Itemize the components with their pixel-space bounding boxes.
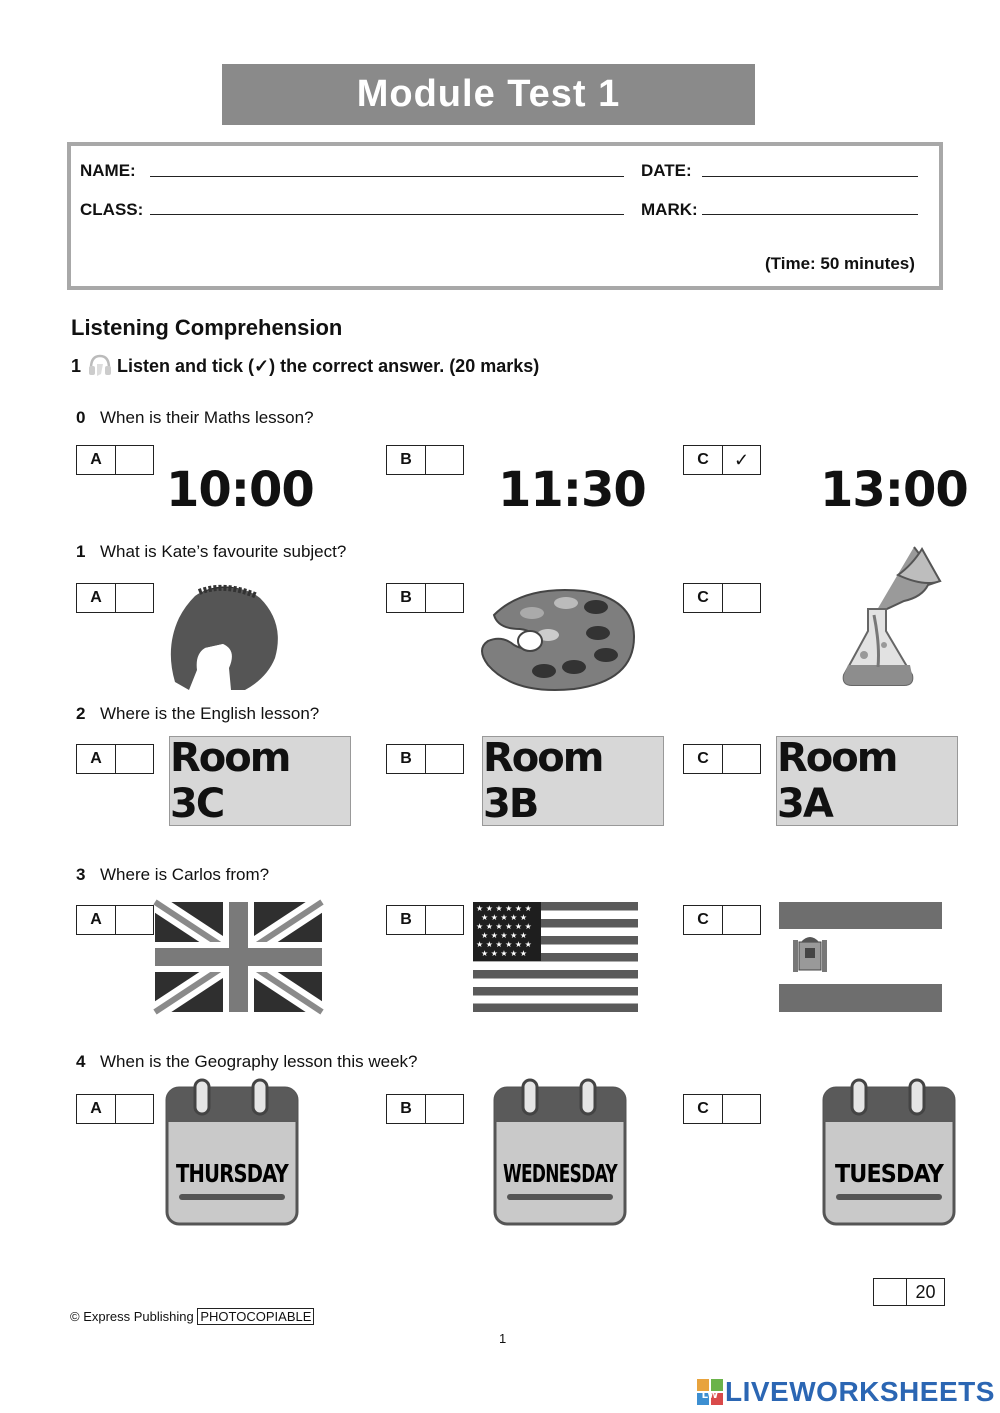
room-sign — [482, 736, 664, 826]
option-letter: B — [387, 584, 426, 612]
answer-box-4b[interactable] — [386, 1094, 464, 1124]
palette-icon — [474, 585, 636, 693]
date-field[interactable] — [702, 176, 918, 177]
question-text: When is the Geography lesson this week? — [100, 1052, 418, 1071]
answer-box-0c[interactable] — [683, 445, 761, 475]
svg-text:★ ★ ★ ★ ★ ★: ★ ★ ★ ★ ★ ★ — [476, 904, 532, 913]
instruction-number: 1 — [71, 355, 82, 376]
tick-cell[interactable] — [723, 584, 760, 612]
question-number: 4 — [76, 1052, 86, 1071]
clock-time: 11:30 — [498, 462, 646, 518]
svg-text:★ ★ ★ ★ ★: ★ ★ ★ ★ ★ — [481, 931, 528, 940]
question-0 — [76, 408, 314, 428]
logo-text: LW — [701, 1390, 719, 1401]
calendar-icon — [165, 1078, 299, 1226]
calendar-icon — [822, 1078, 956, 1226]
option-letter: C — [684, 1095, 723, 1123]
option-letter: C — [684, 745, 723, 773]
room-sign — [776, 736, 958, 826]
weekday-label: TUESDAY — [835, 1159, 945, 1188]
option-letter: A — [77, 745, 116, 773]
score-input[interactable] — [874, 1279, 907, 1305]
svg-text:★ ★ ★ ★ ★ ★: ★ ★ ★ ★ ★ ★ — [476, 940, 532, 949]
helmet-icon — [165, 578, 285, 696]
mark-field[interactable] — [702, 214, 918, 215]
question-text: What is Kate’s favourite subject? — [100, 542, 347, 561]
date-label: DATE: — [641, 161, 692, 180]
answer-box-1b[interactable] — [386, 583, 464, 613]
room-sign — [169, 736, 351, 826]
option-letter: A — [77, 1095, 116, 1123]
room-label: Room 3B — [483, 735, 603, 827]
name-field[interactable] — [150, 176, 624, 177]
watermark-text: LIVEWORKSHEETS — [725, 1376, 995, 1407]
answer-box-0a[interactable] — [76, 445, 154, 475]
name-label: NAME: — [80, 161, 136, 180]
answer-box-2c[interactable] — [683, 744, 761, 774]
us-flag-icon — [473, 902, 638, 1012]
tick-cell[interactable] — [426, 906, 463, 934]
page-number: 1 — [499, 1331, 507, 1346]
option-letter: C — [684, 446, 723, 474]
photocopiable-label: PHOTOCOPIABLE — [197, 1308, 314, 1325]
question-text: When is their Maths lesson? — [100, 408, 314, 427]
answer-box-1c[interactable] — [683, 583, 761, 613]
tick-cell[interactable] — [116, 906, 153, 934]
question-number: 3 — [76, 865, 86, 884]
instruction — [71, 352, 539, 380]
answer-box-2a[interactable] — [76, 744, 154, 774]
title-bar — [222, 64, 755, 125]
class-label: CLASS: — [80, 200, 144, 219]
answer-box-3b[interactable] — [386, 905, 464, 935]
question-text: Where is the English lesson? — [100, 704, 320, 723]
svg-text:★ ★ ★ ★ ★: ★ ★ ★ ★ ★ — [481, 913, 528, 922]
option-letter: B — [387, 1095, 426, 1123]
section-heading: Listening Comprehension — [71, 315, 343, 340]
publisher: © Express Publishing — [70, 1309, 194, 1324]
question-2 — [76, 704, 319, 724]
option-letter: C — [684, 906, 723, 934]
question-1 — [76, 542, 346, 562]
mark-label: MARK: — [641, 200, 698, 219]
room-label: Room 3A — [777, 735, 897, 827]
question-number: 2 — [76, 704, 86, 723]
answer-box-3c[interactable] — [683, 905, 761, 935]
tick-cell[interactable] — [723, 745, 760, 773]
tick-cell[interactable] — [723, 906, 760, 934]
question-text: Where is Carlos from? — [100, 865, 270, 884]
footer-credit — [70, 1309, 314, 1324]
score-total: 20 — [915, 1281, 936, 1302]
question-number: 1 — [76, 542, 86, 561]
answer-box-3a[interactable] — [76, 905, 154, 935]
instruction-text: Listen and tick (✓) the correct answer. (20 marks) — [117, 355, 540, 376]
time-note: (Time: 50 minutes) — [765, 254, 915, 273]
svg-text:★ ★ ★ ★ ★: ★ ★ ★ ★ ★ — [481, 949, 528, 958]
headphones-icon — [87, 352, 113, 380]
weekday-label: THURSDAY — [176, 1159, 290, 1188]
tick-cell[interactable] — [723, 1095, 760, 1123]
flask-icon — [834, 545, 944, 690]
score-box — [873, 1278, 945, 1306]
answer-box-2b[interactable] — [386, 744, 464, 774]
tick-cell[interactable] — [116, 446, 153, 474]
tick-cell[interactable]: ✓ — [733, 449, 750, 470]
svg-text:★ ★ ★ ★ ★ ★: ★ ★ ★ ★ ★ ★ — [476, 922, 532, 931]
room-label: Room 3C — [170, 735, 290, 827]
tick-cell[interactable] — [116, 584, 153, 612]
question-number: 0 — [76, 408, 86, 427]
liveworksheets-watermark — [697, 1376, 995, 1408]
option-letter: A — [77, 446, 116, 474]
answer-box-4c[interactable] — [683, 1094, 761, 1124]
clock-time: 10:00 — [166, 462, 314, 518]
option-letter: B — [387, 745, 426, 773]
weekday-label: WEDNESDAY — [503, 1159, 619, 1188]
class-field[interactable] — [150, 214, 624, 215]
calendar-icon — [493, 1078, 627, 1226]
tick-cell[interactable] — [426, 745, 463, 773]
option-letter: A — [77, 906, 116, 934]
spain-flag-icon — [779, 902, 942, 1012]
tick-cell[interactable] — [116, 1095, 153, 1123]
tick-cell[interactable] — [426, 1095, 463, 1123]
option-letter: C — [684, 584, 723, 612]
question-3 — [76, 865, 269, 885]
tick-cell[interactable] — [116, 745, 153, 773]
tick-cell[interactable] — [426, 446, 463, 474]
uk-flag-icon — [155, 902, 322, 1012]
answer-box-1a[interactable] — [76, 583, 154, 613]
option-letter: B — [387, 446, 426, 474]
page-title: Module Test 1 — [356, 73, 621, 115]
answer-box-4a[interactable] — [76, 1094, 154, 1124]
option-letter: A — [77, 584, 116, 612]
liveworksheets-logo-icon — [697, 1379, 723, 1405]
question-4 — [76, 1052, 418, 1072]
tick-cell[interactable] — [426, 584, 463, 612]
option-letter: B — [387, 906, 426, 934]
clock-time: 13:00 — [820, 462, 968, 518]
answer-box-0b[interactable] — [386, 445, 464, 475]
